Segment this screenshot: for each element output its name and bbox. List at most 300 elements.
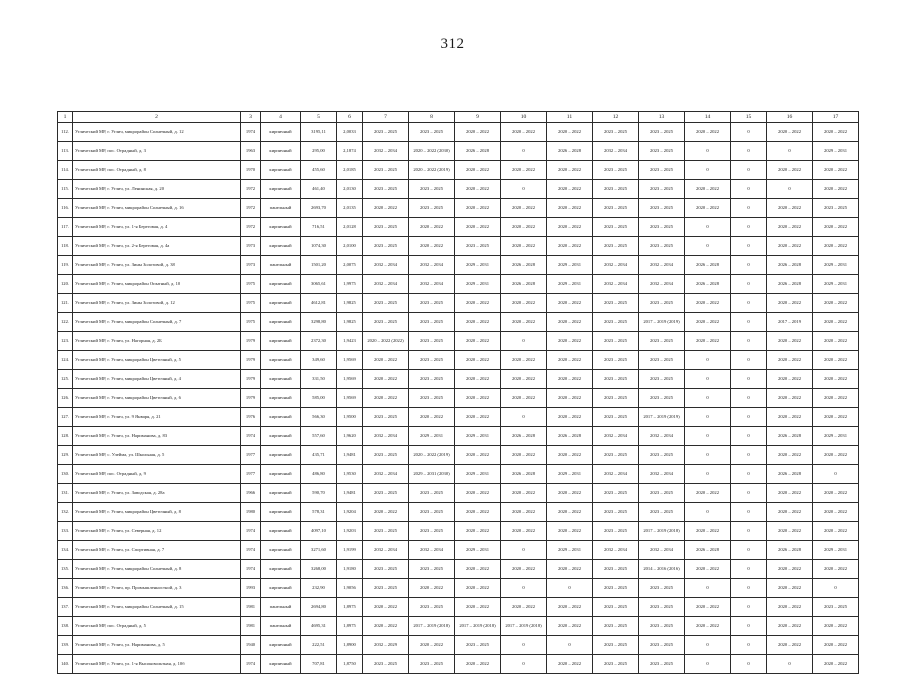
table-cell: 2020 – 2022	[455, 370, 501, 389]
table-cell: 2020 – 2022	[547, 560, 593, 579]
table-cell: кирпичный	[261, 351, 301, 370]
table-row	[58, 180, 859, 199]
table-cell: 2023 – 2025	[363, 522, 409, 541]
table-cell: 2,0185	[337, 161, 363, 180]
table-cell: 2023 – 2025	[593, 579, 639, 598]
table-cell: 2,0135	[337, 199, 363, 218]
table-cell: 2020 – 2022	[767, 199, 813, 218]
table-row	[58, 465, 859, 484]
table-cell: 2023 – 2025	[639, 161, 685, 180]
register-table	[57, 111, 859, 674]
address-cell: Углический МР, г. Углич, ул. 2-я Береговая, д. 4а	[73, 237, 241, 256]
table-cell: 0	[501, 636, 547, 655]
table-cell: кирпичный	[261, 636, 301, 655]
table-cell: 2032 – 2034	[593, 541, 639, 560]
table-cell: 1,9975	[337, 275, 363, 294]
table-cell: 2023 – 2025	[409, 598, 455, 617]
table-cell: 2032 – 2034	[363, 142, 409, 161]
table-cell: 1979	[241, 370, 261, 389]
table-cell: 1,9056	[337, 579, 363, 598]
table-cell: 2029 – 2031	[547, 541, 593, 560]
table-cell: 2023 – 2025	[593, 237, 639, 256]
table-cell: 2020 – 2022	[501, 351, 547, 370]
table-cell: 1,9825	[337, 313, 363, 332]
table-cell: 2032 – 2034	[639, 256, 685, 275]
table-cell: 1,9423	[337, 332, 363, 351]
table-cell: 2020 – 2022	[501, 199, 547, 218]
table-cell: 2020 – 2022	[501, 370, 547, 389]
table-cell: 2026 – 2028	[685, 541, 731, 560]
table-cell: 0	[685, 389, 731, 408]
table-cell: 140.	[58, 655, 73, 674]
table-cell: 2023 – 2025	[639, 142, 685, 161]
table-cell: 1974	[241, 522, 261, 541]
table-cell: 2020 – 2022	[813, 636, 859, 655]
table-cell: 1973	[241, 256, 261, 275]
table-cell: 2032 – 2034	[363, 541, 409, 560]
header-row	[58, 112, 859, 123]
address-cell: Углический МР, г. Углич, ул. Спортивная, д. 7	[73, 541, 241, 560]
table-cell: 2023 – 2025	[813, 598, 859, 617]
table-cell: 129.	[58, 446, 73, 465]
table-cell: кирпичный	[261, 161, 301, 180]
table-cell: 0	[685, 161, 731, 180]
table-cell: 2020 – 2022	[455, 389, 501, 408]
table-cell: 2020 – 2022	[501, 484, 547, 503]
table-cell: кирпичный	[261, 237, 301, 256]
table-cell: кирпичный	[261, 503, 301, 522]
table-cell: 1975	[241, 294, 261, 313]
table-cell: 127.	[58, 408, 73, 427]
table-cell: 0	[731, 142, 767, 161]
table-cell: 2020 – 2022	[547, 313, 593, 332]
table-cell: кирпичный	[261, 522, 301, 541]
table-cell: 120.	[58, 275, 73, 294]
table-cell: 2023 – 2025	[409, 199, 455, 218]
table-cell: 2032 – 2034	[363, 427, 409, 446]
table-cell: 2020 – 2022	[547, 522, 593, 541]
table-cell: 2020 – 2022	[455, 598, 501, 617]
table-cell: 0	[685, 427, 731, 446]
table-cell: 2020 – 2022	[547, 389, 593, 408]
table-cell: 0	[685, 370, 731, 389]
table-cell: 2023 – 2025	[813, 199, 859, 218]
table-cell: 2023 – 2025	[409, 180, 455, 199]
table-cell: 2023 – 2025	[639, 503, 685, 522]
table-cell: 2023 – 2025	[409, 313, 455, 332]
address-cell: Углический МР, г. Углич, микрорайон Цветочный, д. 4	[73, 370, 241, 389]
table-cell: 1966	[241, 484, 261, 503]
table-cell: кирпичный	[261, 465, 301, 484]
table-cell: 0	[731, 370, 767, 389]
table-cell: 2020 – 2022	[767, 617, 813, 636]
table-cell: 1940	[241, 636, 261, 655]
table-cell: 117.	[58, 218, 73, 237]
table-cell: 2020 – 2022	[767, 332, 813, 351]
table-cell: 2020 – 2022	[813, 370, 859, 389]
table-cell: 0	[547, 579, 593, 598]
table-cell: 1974	[241, 655, 261, 674]
table-cell: 2694,80	[301, 598, 337, 617]
column-header: 16	[767, 112, 813, 123]
table-cell: 331,50	[301, 370, 337, 389]
table-cell: 2372,30	[301, 332, 337, 351]
table-cell: 2026 – 2028	[547, 142, 593, 161]
table-cell: 113.	[58, 142, 73, 161]
table-cell: 2020 – 2022	[685, 294, 731, 313]
table-cell: 2023 – 2025	[639, 579, 685, 598]
table-cell: 2032 – 2034	[593, 142, 639, 161]
table-row	[58, 541, 859, 560]
table-cell: 2020 – 2022	[455, 446, 501, 465]
table-cell: 2020 – 2022	[501, 294, 547, 313]
table-cell: 2023 – 2025	[639, 598, 685, 617]
table-cell: 2020 – 2022	[547, 503, 593, 522]
table-cell: 2020 – 2022	[455, 522, 501, 541]
table-cell: панельный	[261, 617, 301, 636]
table-cell: 0	[731, 123, 767, 142]
table-cell: 2020 – 2022	[501, 503, 547, 522]
column-header: 4	[261, 112, 301, 123]
table-cell: 2020 – 2022	[813, 408, 859, 427]
table-cell: 0	[501, 332, 547, 351]
table-cell: 2023 – 2025	[409, 484, 455, 503]
table-cell: 2020 – 2022	[363, 389, 409, 408]
table-header	[58, 112, 859, 123]
table-cell: 2020 – 2022	[547, 617, 593, 636]
table-cell: 349,60	[301, 351, 337, 370]
table-cell: 1074,30	[301, 237, 337, 256]
table-cell: 1,9203	[337, 522, 363, 541]
table-cell: 2026 – 2028	[501, 275, 547, 294]
table-cell: 119.	[58, 256, 73, 275]
table-cell: 2020 – 2022 (2019)	[409, 446, 455, 465]
table-cell: 2032 – 2034	[593, 427, 639, 446]
table-cell: 2020 – 2022	[547, 655, 593, 674]
table-cell: 2020 – 2022	[685, 313, 731, 332]
table-cell: 2020 – 2022	[767, 351, 813, 370]
table-cell: 4612,81	[301, 294, 337, 313]
column-header: 13	[639, 112, 685, 123]
table-row	[58, 636, 859, 655]
table-cell: 2020 – 2022	[455, 560, 501, 579]
table-cell: 2032 – 2029	[363, 636, 409, 655]
table-cell: 435,71	[301, 446, 337, 465]
table-cell: 139.	[58, 636, 73, 655]
address-cell: Углический МР, пос. Отрадный, д. 3	[73, 142, 241, 161]
table-cell: кирпичный	[261, 446, 301, 465]
address-cell: Углический МР, г. Углич, микрорайон Цветочный, д. 5	[73, 351, 241, 370]
table-cell: 2014 – 2016 (2016)	[639, 560, 685, 579]
table-cell: 2029 – 2031	[813, 256, 859, 275]
table-cell: 0	[731, 465, 767, 484]
table-cell: 716,51	[301, 218, 337, 237]
table-cell: 1974	[241, 541, 261, 560]
table-cell: 1,9620	[337, 427, 363, 446]
table-cell: 1973	[241, 237, 261, 256]
table-cell: 0	[685, 503, 731, 522]
table-cell: 2020 – 2022	[363, 370, 409, 389]
table-cell: 2023 – 2025	[639, 237, 685, 256]
table-cell: 0	[731, 446, 767, 465]
table-cell: 2032 – 2034	[593, 275, 639, 294]
table-cell: 2023 – 2025	[639, 294, 685, 313]
table-cell: 707,81	[301, 655, 337, 674]
table-cell: 2020 – 2022	[767, 237, 813, 256]
table-cell: 2026 – 2028	[501, 427, 547, 446]
table-row	[58, 275, 859, 294]
table-cell: 1979	[241, 351, 261, 370]
table-cell: 0	[731, 180, 767, 199]
table-row	[58, 560, 859, 579]
table-cell: 116.	[58, 199, 73, 218]
table-cell: 2020 – 2022	[455, 313, 501, 332]
table-cell: 2023 – 2025	[363, 218, 409, 237]
table-cell: 2020 – 2022	[767, 123, 813, 142]
table-cell: 585,00	[301, 389, 337, 408]
table-cell: 2020 – 2022	[501, 237, 547, 256]
table-cell: 2023 – 2025	[593, 370, 639, 389]
table-cell: 3195,11	[301, 123, 337, 142]
table-cell: 2020 – 2022	[363, 617, 409, 636]
table-cell: 3271,60	[301, 541, 337, 560]
table-cell: 578,31	[301, 503, 337, 522]
table-cell: 2020 – 2022	[409, 579, 455, 598]
table-cell: 126.	[58, 389, 73, 408]
table-cell: 2026 – 2028	[547, 427, 593, 446]
table-cell: 2023 – 2025	[363, 560, 409, 579]
table-cell: 2023 – 2025	[409, 389, 455, 408]
column-header: 10	[501, 112, 547, 123]
table-cell: 138.	[58, 617, 73, 636]
address-cell: Углический МР, г. Углич, ул. Заводская, д. 28а	[73, 484, 241, 503]
table-row	[58, 522, 859, 541]
table-cell: 2026 – 2028	[767, 427, 813, 446]
address-cell: Углический МР, г. Углич, ул. Зины Золотовой, д. 12	[73, 294, 241, 313]
table-cell: 2023 – 2025	[593, 332, 639, 351]
table-cell: 2029 – 2031	[455, 465, 501, 484]
table-cell: 1974	[241, 427, 261, 446]
table-cell: 2023 – 2025	[593, 199, 639, 218]
table-cell: 2023 – 2025	[363, 161, 409, 180]
table-cell: 2029 – 2031	[455, 256, 501, 275]
table-row	[58, 655, 859, 674]
table-cell: 2023 – 2025	[593, 598, 639, 617]
table-cell: 2020 – 2022	[767, 598, 813, 617]
table-cell: 2020 – 2022	[409, 218, 455, 237]
table-cell: кирпичный	[261, 332, 301, 351]
table-cell: 0	[731, 522, 767, 541]
table-cell: 124.	[58, 351, 73, 370]
table-cell: 2023 – 2025	[593, 617, 639, 636]
table-cell: 135.	[58, 560, 73, 579]
table-cell: 1,9530	[337, 465, 363, 484]
table-cell: 2032 – 2034	[639, 275, 685, 294]
table-cell: 4097,10	[301, 522, 337, 541]
table-cell: кирпичный	[261, 408, 301, 427]
table-cell: 0	[685, 579, 731, 598]
table-cell: 2023 – 2025	[455, 636, 501, 655]
table-row	[58, 294, 859, 313]
table-cell: 3065,61	[301, 275, 337, 294]
table-cell: 2020 – 2022	[767, 389, 813, 408]
table-cell: 2020 – 2022	[547, 598, 593, 617]
table-cell: 2020 – 2022	[767, 408, 813, 427]
table-row	[58, 370, 859, 389]
table-cell: 1,9569	[337, 370, 363, 389]
table-cell: 2023 – 2025	[639, 617, 685, 636]
table-cell: 2020 – 2022	[547, 180, 593, 199]
table-cell: 2020 – 2022	[455, 484, 501, 503]
table-cell: 2032 – 2034	[363, 256, 409, 275]
table-cell: 2020 – 2022	[685, 332, 731, 351]
address-cell: Углический МР, г. Углич, микрорайон Солнечный, д. 16	[73, 199, 241, 218]
table-cell: 2032 – 2034	[409, 275, 455, 294]
table-row	[58, 161, 859, 180]
table-cell: 0	[813, 579, 859, 598]
table-cell: 461,40	[301, 180, 337, 199]
table-cell: 2023 – 2025	[593, 655, 639, 674]
table-row	[58, 256, 859, 275]
table-cell: 2020 – 2022	[547, 484, 593, 503]
table-cell: 2023 – 2025	[593, 408, 639, 427]
table-cell: 2693,70	[301, 199, 337, 218]
table-row	[58, 484, 859, 503]
table-cell: 2017 – 2019 (2018)	[639, 522, 685, 541]
table-cell: 2023 – 2025	[455, 237, 501, 256]
table-cell: 1972	[241, 218, 261, 237]
table-cell: 590,70	[301, 484, 337, 503]
table-cell: 0	[813, 465, 859, 484]
table-cell: 2020 – 2022	[501, 161, 547, 180]
table-cell: 2023 – 2025	[593, 351, 639, 370]
table-cell: 2020 – 2022	[813, 351, 859, 370]
table-cell: 2020 – 2022	[547, 408, 593, 427]
table-cell: 2020 – 2022	[813, 294, 859, 313]
table-cell: 2020 – 2022	[455, 408, 501, 427]
table-row	[58, 598, 859, 617]
table-cell: 0	[685, 408, 731, 427]
table-cell: 0	[767, 655, 813, 674]
table-cell: 2023 – 2025	[639, 484, 685, 503]
table-cell: 2023 – 2025	[639, 332, 685, 351]
table-cell: 2020 – 2022	[813, 522, 859, 541]
table-cell: 2020 – 2022	[455, 351, 501, 370]
table-cell: 1,8975	[337, 617, 363, 636]
table-cell: 2023 – 2025	[593, 522, 639, 541]
table-cell: 1977	[241, 446, 261, 465]
table-cell: 134.	[58, 541, 73, 560]
table-cell: 2029 – 2031	[813, 541, 859, 560]
table-cell: 2023 – 2025	[593, 161, 639, 180]
table-cell: 2023 – 2025	[363, 655, 409, 674]
column-header: 8	[409, 112, 455, 123]
table-cell: 0	[685, 636, 731, 655]
table-cell: 2023 – 2025	[639, 370, 685, 389]
table-cell: 486,80	[301, 465, 337, 484]
table-cell: 0	[731, 655, 767, 674]
table-cell: 2020 – 2022	[767, 218, 813, 237]
table-cell: 1993	[241, 579, 261, 598]
table-cell: 2023 – 2025	[639, 636, 685, 655]
table-cell: 0	[685, 351, 731, 370]
address-cell: Углический МР, г. Углич, ул. Нагорная, д. 2Б	[73, 332, 241, 351]
address-cell: Углический МР, г. Углич, ул. 1-я Береговая, д. 4	[73, 218, 241, 237]
column-header: 1	[58, 112, 73, 123]
table-cell: 2023 – 2025	[639, 655, 685, 674]
address-cell: Углический МР, г. Углич, микрорайон Солнечный, д. 8	[73, 560, 241, 579]
table-cell: 2020 – 2022	[409, 237, 455, 256]
table-cell: 2020 – 2022	[767, 370, 813, 389]
table-cell: 2032 – 2034	[639, 465, 685, 484]
column-header: 11	[547, 112, 593, 123]
table-cell: 2020 – 2022	[767, 522, 813, 541]
table-cell: 2023 – 2025	[639, 218, 685, 237]
table-cell: 2020 – 2022	[501, 522, 547, 541]
table-cell: 2020 – 2022	[813, 237, 859, 256]
table-cell: 2020 – 2022 (2022)	[363, 332, 409, 351]
table-cell: 2029 – 2031	[547, 465, 593, 484]
table-cell: 2020 – 2022	[363, 199, 409, 218]
address-cell: Углический МР, г. Углич, микрорайон Цветочный, д. 8	[73, 503, 241, 522]
table-cell: 2020 – 2022	[455, 332, 501, 351]
table-cell: 2017 – 2019 (2019)	[639, 408, 685, 427]
table-cell: 1979	[241, 389, 261, 408]
table-cell: 0	[731, 484, 767, 503]
table-cell: 114.	[58, 161, 73, 180]
table-cell: 2020 – 2022	[767, 579, 813, 598]
table-cell: 1972	[241, 199, 261, 218]
table-cell: 2023 – 2025	[593, 560, 639, 579]
table-cell: 2023 – 2025	[363, 446, 409, 465]
table-row	[58, 351, 859, 370]
column-header: 17	[813, 112, 859, 123]
table-cell: 2023 – 2025	[409, 370, 455, 389]
table-cell: 2020 – 2022	[363, 351, 409, 370]
table-cell: 3268,00	[301, 560, 337, 579]
table-cell: панельный	[261, 256, 301, 275]
table-cell: 1963	[241, 142, 261, 161]
table-cell: 2032 – 2034	[639, 427, 685, 446]
table-cell: 0	[501, 142, 547, 161]
table-cell: 0	[501, 541, 547, 560]
table-cell: 2023 – 2025	[593, 123, 639, 142]
table-cell: 0	[547, 636, 593, 655]
table-cell: 2020 – 2022	[767, 446, 813, 465]
table-cell: кирпичный	[261, 180, 301, 199]
table-cell: 2017 – 2019 (2018)	[455, 617, 501, 636]
table-cell: 2020 – 2022	[455, 218, 501, 237]
table-cell: 2020 – 2022	[685, 560, 731, 579]
table-cell: 2023 – 2025	[639, 446, 685, 465]
table-cell: 1,9481	[337, 446, 363, 465]
table-cell: 1970	[241, 161, 261, 180]
table-cell: 2,1874	[337, 142, 363, 161]
table-cell: 2029 – 2031	[455, 427, 501, 446]
table-cell: 2020 – 2022	[501, 598, 547, 617]
table-row	[58, 237, 859, 256]
table-cell: 2020 – 2022	[685, 180, 731, 199]
table-cell: 1,8750	[337, 655, 363, 674]
table-cell: 2023 – 2025	[363, 123, 409, 142]
table-cell: 0	[731, 275, 767, 294]
table-row	[58, 427, 859, 446]
address-cell: Углический МР, г. Углич, ул. 9 Января, д. 21	[73, 408, 241, 427]
table-cell: 1975	[241, 275, 261, 294]
table-row	[58, 313, 859, 332]
address-cell: Углический МР, г. Углич, микрорайон Солнечный, д. 15	[73, 598, 241, 617]
table-cell: 130.	[58, 465, 73, 484]
